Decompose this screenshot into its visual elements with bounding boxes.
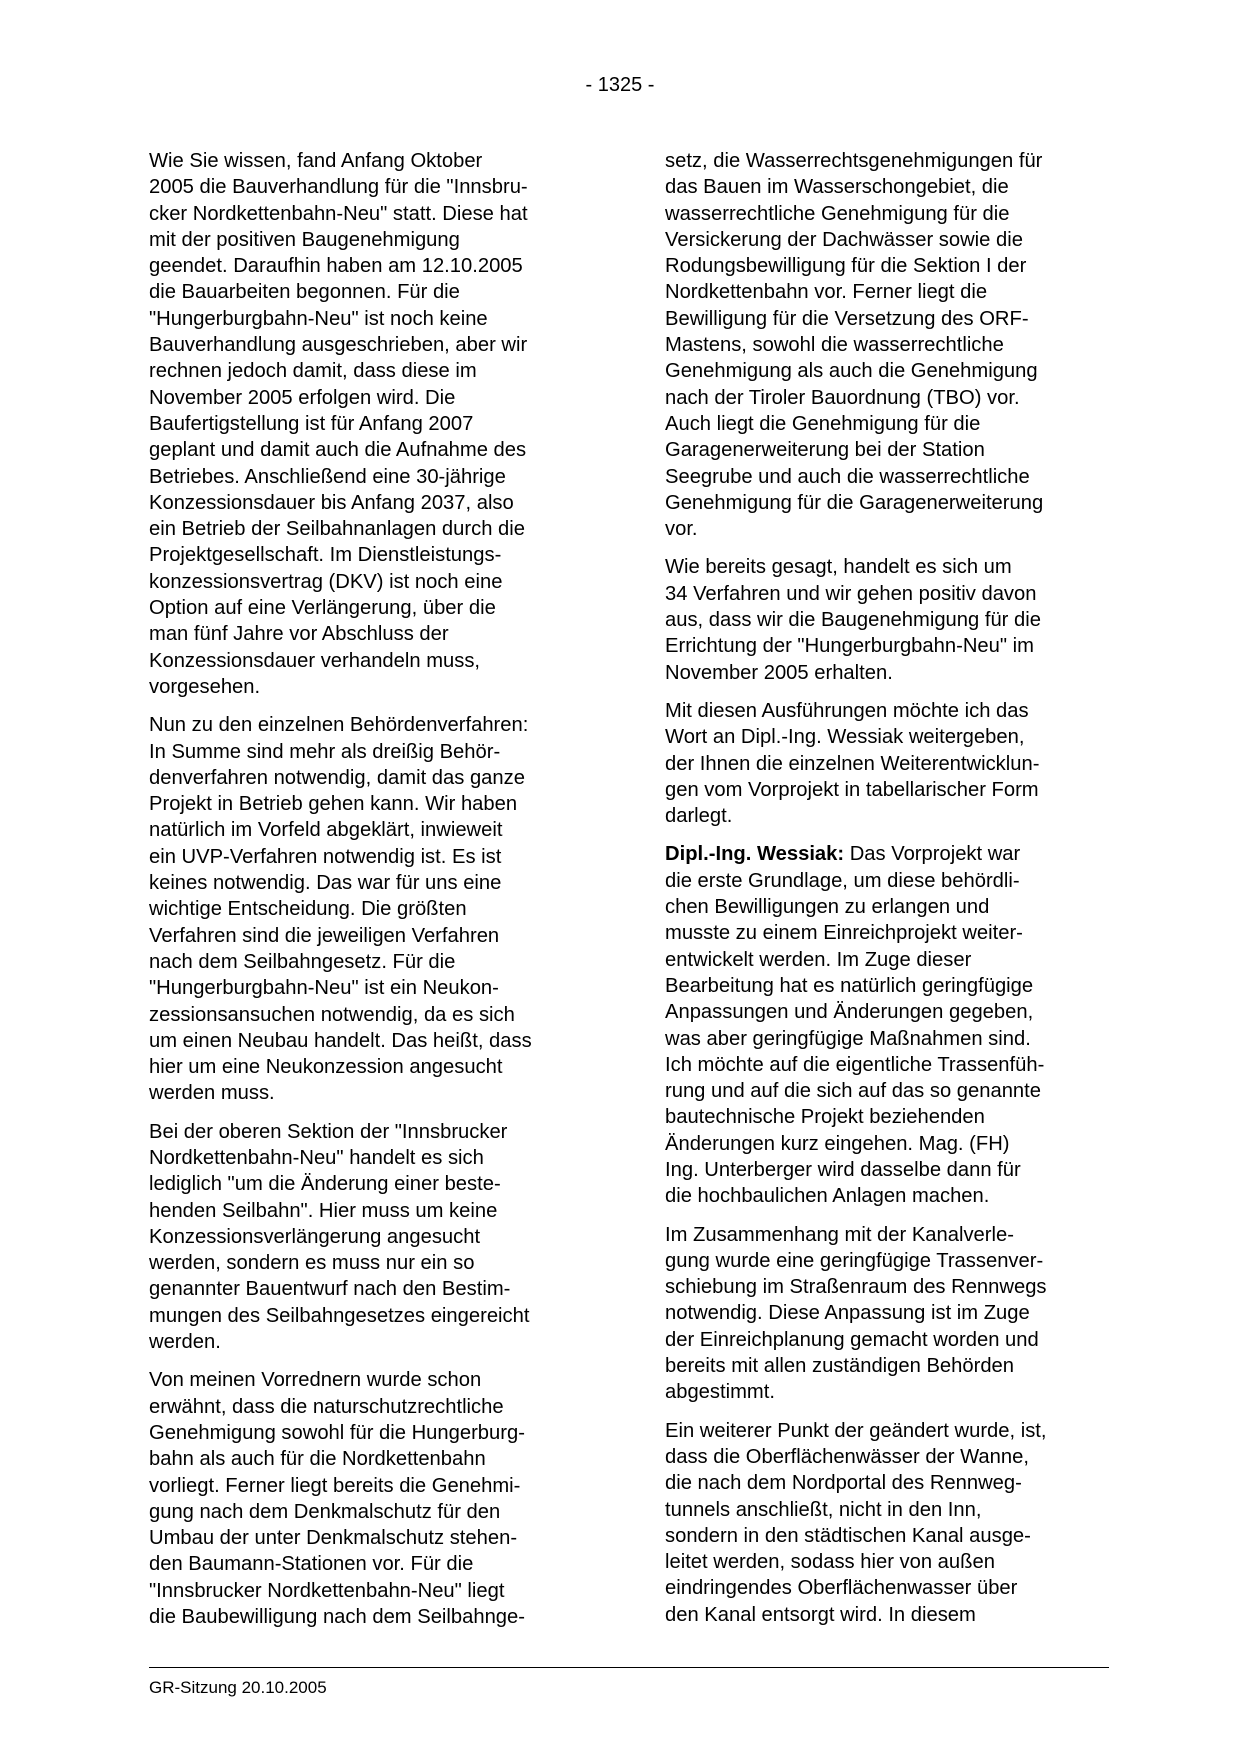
paragraph (665, 554, 1110, 685)
text-line: sondern in den städtischen Kanal ausge- (665, 1524, 1031, 1547)
text-line: man fünf Jahre vor Abschluss der (149, 623, 449, 646)
text-line: leitet werden, sodass hier von außen (665, 1551, 995, 1574)
text-line: musste zu einem Einreichprojekt weiter- (665, 922, 1023, 945)
text-line: gung wurde eine geringfügige Trassenver- (665, 1249, 1044, 1272)
text-line: "Hungerburgbahn-Neu" ist ein Neukon- (149, 977, 499, 1000)
left-column (149, 148, 594, 1642)
paragraph (665, 1222, 1110, 1406)
right-column (665, 148, 1110, 1640)
text-line: mit der positiven Baugenehmigung (149, 228, 460, 251)
text-line: Nun zu den einzelnen Behördenverfahren: (149, 714, 529, 737)
text-line: Konzessionsdauer bis Anfang 2037, also (149, 491, 514, 514)
text-line: nach dem Seilbahngesetz. Für die (149, 950, 456, 973)
text-line: Genehmigung als auch die Genehmigung (665, 360, 1038, 383)
text-line: Konzessionsdauer verhandeln muss, (149, 649, 481, 672)
text-line: Bauverhandlung ausgeschrieben, aber wir (149, 334, 528, 357)
text-line: November 2005 erfolgen wird. Die (149, 386, 456, 409)
text-line: Von meinen Vorrednern wurde schon (149, 1369, 482, 1392)
text-line: hier um eine Neukonzession angesucht (149, 1056, 503, 1079)
text-line: Seegrube und auch die wasserrechtliche (665, 465, 1030, 488)
text-line: werden muss. (149, 1082, 275, 1105)
footer-session-date: GR-Sitzung 20.10.2005 (149, 1678, 327, 1697)
text-line: aus, dass wir die Baugenehmigung für die (665, 609, 1041, 632)
paragraph (665, 1418, 1110, 1628)
text-line: Wie bereits gesagt, handelt es sich um (665, 556, 1012, 579)
text-line: vorliegt. Ferner liegt bereits die Genehmi- (149, 1474, 521, 1497)
text-line: den Kanal entsorgt wird. In diesem (665, 1603, 976, 1626)
text-line: chen Bewilligungen zu erlangen und (665, 896, 990, 919)
text-line (665, 841, 1110, 867)
text-line: gen vom Vorprojekt in tabellarischer Form (665, 778, 1039, 801)
text-line: geplant und damit auch die Aufnahme des (149, 439, 527, 462)
text-line: wichtige Entscheidung. Die größten (149, 898, 467, 921)
text-line: bahn als auch für die Nordkettenbahn (149, 1448, 486, 1471)
text-line: Wort an Dipl.-Ing. Wessiak weitergeben, (665, 726, 1025, 749)
text-line: rung und auf die sich auf das so genannte (665, 1080, 1041, 1103)
text-line: Ein weiterer Punkt der geändert wurde, ist, (665, 1419, 1047, 1442)
text-line: darlegt. (665, 805, 733, 828)
text-line: den Baumann-Stationen vor. Für die (149, 1553, 474, 1576)
text-line: Auch liegt die Genehmigung für die (665, 412, 981, 435)
text-line: henden Seilbahn". Hier muss um keine (149, 1199, 498, 1222)
text-line: entwickelt werden. Im Zuge dieser (665, 948, 972, 971)
text-line: In Summe sind mehr als dreißig Behör- (149, 740, 501, 763)
text-line: konzessionsvertrag (DKV) ist noch eine (149, 570, 503, 593)
text-line: Bei der oberen Sektion der "Innsbrucker (149, 1120, 508, 1143)
text-line: notwendig. Diese Anpassung ist im Zuge (665, 1302, 1030, 1325)
text-line: mungen des Seilbahngesetzes eingereicht (149, 1304, 530, 1327)
text-line: Mit diesen Ausführungen möchte ich das (665, 699, 1029, 722)
text-line: vor. (665, 518, 698, 541)
text-line: wasserrechtliche Genehmigung für die (665, 202, 1010, 225)
text-line: Bearbeitung hat es natürlich geringfügige (665, 974, 1034, 997)
text-line: abgestimmt. (665, 1381, 775, 1404)
text-line: der Einreichplanung gemacht worden und (665, 1328, 1039, 1351)
text-line: lediglich "um die Änderung einer beste- (149, 1173, 501, 1196)
text-line: Änderungen kurz eingehen. Mag. (FH) (665, 1132, 1010, 1155)
text-line: dass die Oberflächenwässer der Wanne, (665, 1445, 1029, 1468)
text-line: Wie Sie wissen, fand Anfang Oktober (149, 150, 483, 172)
text-line: die nach dem Nordportal des Rennweg- (665, 1472, 1022, 1495)
text-line: werden. (149, 1331, 221, 1354)
text-line: Bewilligung für die Versetzung des ORF- (665, 307, 1029, 330)
text-line: November 2005 erhalten. (665, 661, 893, 684)
text-line: gung nach dem Denkmalschutz für den (149, 1500, 501, 1523)
paragraph (665, 841, 1110, 1209)
text-line: Rodungsbewilligung für die Sektion I der (665, 255, 1027, 278)
text-line: "Hungerburgbahn-Neu" ist noch keine (149, 307, 488, 330)
text-line: natürlich im Vorfeld abgeklärt, inwieweit (149, 819, 503, 842)
text-line: 34 Verfahren und wir gehen positiv davon (665, 582, 1037, 605)
text-line: Anpassungen und Änderungen gegeben, (665, 1001, 1034, 1024)
text-line: die erste Grundlage, um diese behördli- (665, 869, 1020, 892)
paragraph (149, 1119, 594, 1356)
text-line: Umbau der unter Denkmalschutz stehen- (149, 1527, 518, 1550)
text-line: keines notwendig. Das war für uns eine (149, 872, 502, 895)
text-line: Nordkettenbahn-Neu" handelt es sich (149, 1146, 484, 1169)
text-line: "Innsbrucker Nordkettenbahn-Neu" liegt (149, 1579, 505, 1602)
text-line: die Baubewilligung nach dem Seilbahnge- (149, 1606, 525, 1629)
text-line: denverfahren notwendig, damit das ganze (149, 766, 525, 789)
text-line: das Bauen im Wasserschongebiet, die (665, 176, 1009, 199)
text-line: Verfahren sind die jeweiligen Verfahren (149, 924, 500, 947)
text-line: um einen Neubau handelt. Das heißt, dass (149, 1029, 532, 1052)
text-line: 2005 die Bauverhandlung für die "Innsbru- (149, 176, 528, 199)
text-line: Ing. Unterberger wird dasselbe dann für (665, 1158, 1021, 1181)
text-line: Genehmigung für die Garagenerweiterung (665, 491, 1044, 514)
text-line: Konzessionsverlängerung angesucht (149, 1225, 481, 1248)
page-number: - 1325 - (585, 74, 655, 96)
speaker-name: Dipl.-Ing. Wessiak: (665, 843, 845, 866)
text-line: die hochbaulichen Anlagen machen. (665, 1185, 990, 1208)
text-line: Genehmigung sowohl für die Hungerburg- (149, 1421, 525, 1444)
text-line: bereits mit allen zuständigen Behörden (665, 1355, 1015, 1378)
paragraph (665, 698, 1110, 829)
text-line: vorgesehen. (149, 675, 261, 698)
paragraph (149, 712, 594, 1106)
text-line: geendet. Daraufhin haben am 12.10.2005 (149, 255, 523, 278)
text-line: Versickerung der Dachwässer sowie die (665, 228, 1023, 251)
text-line: nach der Tiroler Bauordnung (TBO) vor. (665, 386, 1020, 409)
text-line: setz, die Wasserrechtsgenehmigungen für (665, 150, 1043, 172)
text-line: zessionsansuchen notwendig, da es sich (149, 1003, 515, 1026)
text-line: genannter Bauentwurf nach den Bestim- (149, 1278, 511, 1301)
paragraph (149, 148, 594, 700)
paragraph (665, 148, 1110, 542)
text-line: Mastens, sowohl die wasserrechtliche (665, 334, 1004, 357)
text-line: Betriebes. Anschließend eine 30-jährige (149, 465, 506, 488)
text-line: eindringendes Oberflächenwasser über (665, 1577, 1018, 1600)
text-segment: Das Vorprojekt war (844, 843, 1021, 866)
text-line: Option auf eine Verlängerung, über die (149, 597, 496, 620)
text-line: die Bauarbeiten begonnen. Für die (149, 281, 460, 304)
text-line: Baufertigstellung ist für Anfang 2007 (149, 412, 474, 435)
text-line: Projekt in Betrieb gehen kann. Wir haben (149, 793, 518, 816)
text-line: bautechnische Projekt beziehenden (665, 1106, 985, 1129)
text-line: erwähnt, dass die naturschutzrechtliche (149, 1395, 504, 1418)
text-line: ein UVP-Verfahren notwendig ist. Es ist (149, 845, 502, 868)
paragraph (149, 1367, 594, 1630)
text-line: Projektgesellschaft. Im Dienstleistungs- (149, 544, 502, 567)
text-line: Nordkettenbahn vor. Ferner liegt die (665, 281, 988, 304)
text-line: Garagenerweiterung bei der Station (665, 439, 985, 462)
text-line: der Ihnen die einzelnen Weiterentwicklun- (665, 752, 1040, 775)
text-line: werden, sondern es muss nur ein so (149, 1252, 475, 1275)
text-line: rechnen jedoch damit, dass diese im (149, 360, 477, 383)
text-line: Im Zusammenhang mit der Kanalverle- (665, 1223, 1014, 1246)
footer-divider (149, 1667, 1109, 1668)
text-line: Ich möchte auf die eigentliche Trassenfüh- (665, 1053, 1045, 1076)
text-line: cker Nordkettenbahn-Neu" statt. Diese hat (149, 202, 528, 225)
text-line: ein Betrieb der Seilbahnanlagen durch die (149, 518, 525, 541)
text-line: was aber geringfügige Maßnahmen sind. (665, 1027, 1031, 1050)
text-line: schiebung im Straßenraum des Rennwegs (665, 1276, 1047, 1299)
text-line: tunnels anschließt, nicht in den Inn, (665, 1498, 982, 1521)
text-line: Errichtung der "Hungerburgbahn-Neu" im (665, 635, 1034, 658)
